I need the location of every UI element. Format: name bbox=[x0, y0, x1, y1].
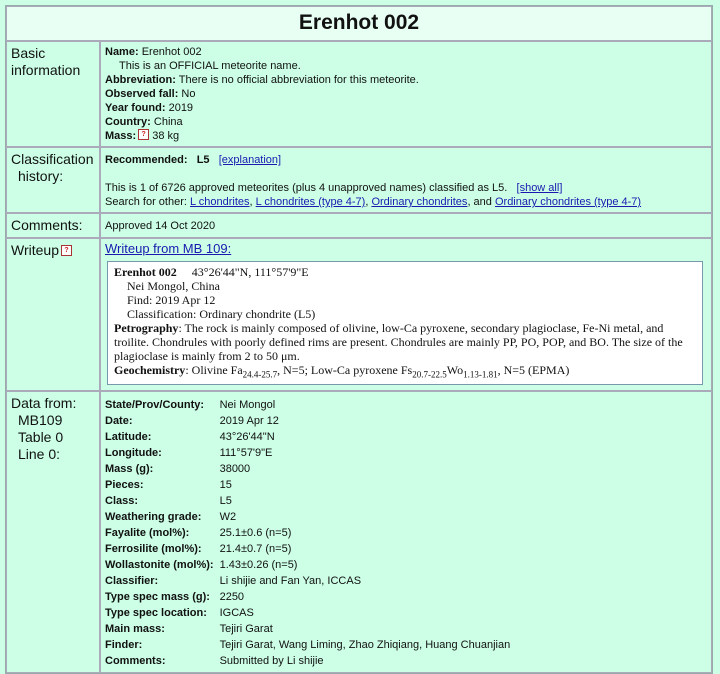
writeup-source-link[interactable]: Writeup from MB 109: bbox=[105, 241, 232, 256]
classification-label-line2: history: bbox=[18, 168, 64, 184]
ferrosilite-subscript: 20.7-22.5 bbox=[412, 369, 447, 380]
writeup-petrography bbox=[114, 321, 696, 363]
data-field-value: L5 bbox=[219, 495, 232, 508]
data-field-value: W2 bbox=[219, 511, 237, 524]
data-from-label-line1: Data from: bbox=[11, 395, 77, 412]
data-field-key: Finder: bbox=[105, 639, 143, 652]
wollastonite-subscript: 1.13-1.81 bbox=[463, 369, 498, 380]
data-field-key: Class: bbox=[105, 495, 139, 508]
writeup-location: Nei Mongol, China bbox=[127, 279, 220, 293]
data-field-value: Tejiri Garat, Wang Liming, Zhao Zhiqiang, Huang Chuanjian bbox=[219, 639, 511, 652]
data-field-value: Nei Mongol bbox=[219, 399, 276, 412]
basic-information-value bbox=[100, 41, 712, 147]
data-field-value: 21.4±0.7 (n=5) bbox=[219, 543, 292, 556]
data-field-value: 2250 bbox=[219, 591, 245, 604]
data-table-row bbox=[105, 573, 513, 589]
abbreviation-value: There is no official abbreviation for this meteorite. bbox=[178, 74, 419, 86]
petrography-text: : The rock is mainly composed of olivine, low-Ca pyroxene, secondary plagioclase, Fe-Ni metal, and troilite. Chondrules with poorly defined rims are present. Chondrules are mainly PP, PO, POP, and BO. The size of the plagioclase is mainly from 2 to 50 μm. bbox=[114, 321, 683, 363]
data-table-row bbox=[105, 637, 513, 653]
l-chondrites-type-4-7-link[interactable]: L chondrites (type 4-7) bbox=[255, 196, 366, 208]
official-note: This is an OFFICIAL meteorite name. bbox=[119, 60, 301, 72]
link-separator: , and bbox=[467, 196, 492, 208]
show-all-link[interactable]: [show all] bbox=[516, 182, 563, 194]
data-field-value: 38000 bbox=[219, 463, 251, 476]
data-field-value: Submitted by Li shijie bbox=[219, 655, 324, 668]
basic-label-line1: Basic bbox=[11, 45, 46, 61]
geochemistry-text: : Olivine Fa bbox=[185, 363, 243, 377]
data-from-value bbox=[100, 391, 712, 673]
writeup-row bbox=[6, 238, 712, 391]
data-table-row bbox=[105, 429, 513, 445]
geochemistry-text: , N=5 (EPMA) bbox=[497, 363, 570, 377]
data-field-key: Ferrosilite (mol%): bbox=[105, 543, 202, 556]
data-field-key: Type spec location: bbox=[105, 607, 207, 620]
geochemistry-text: , N=5; Low-Ca pyroxene Fs bbox=[277, 363, 413, 377]
data-table-row bbox=[105, 445, 513, 461]
ordinary-chondrites-link[interactable]: Ordinary chondrites bbox=[371, 196, 468, 208]
basic-information-row bbox=[6, 41, 712, 147]
data-table-row bbox=[105, 493, 513, 509]
data-field-key: Main mass: bbox=[105, 623, 165, 636]
data-field-key: Date: bbox=[105, 415, 133, 428]
data-table-row bbox=[105, 477, 513, 493]
classification-count-text: This is 1 of 6726 approved meteorites (plus 4 unapproved names) classified as L5. bbox=[105, 182, 508, 194]
data-field-value: 111°57'9"E bbox=[219, 447, 273, 460]
data-field-key: Type spec mass (g): bbox=[105, 591, 210, 604]
year-found-value: 2019 bbox=[168, 102, 194, 114]
data-field-value: 1.43±0.26 (n=5) bbox=[219, 559, 298, 572]
comments-value: Approved 14 Oct 2020 bbox=[100, 213, 712, 238]
writeup-classification: Classification: Ordinary chondrite (L5) bbox=[127, 307, 316, 321]
data-from-table: Table 0 bbox=[18, 429, 64, 446]
data-field-key: Wollastonite (mol%): bbox=[105, 559, 214, 572]
data-field-key: Fayalite (mol%): bbox=[105, 527, 190, 540]
petrography-label: Petrography bbox=[114, 321, 179, 335]
data-field-value: 43°26'44"N bbox=[219, 431, 275, 444]
page-title: Erenhot 002 bbox=[6, 6, 712, 41]
meteorite-record-table bbox=[5, 5, 713, 674]
data-from-source: MB109 bbox=[18, 412, 63, 429]
observed-fall-key: Observed fall: bbox=[105, 88, 179, 100]
writeup-coordinates: 43°26'44"N, 111°57'9"E bbox=[191, 265, 309, 279]
geochemistry-label: Geochemistry bbox=[114, 363, 186, 377]
link-separator: , bbox=[249, 196, 253, 208]
data-field-key: Mass (g): bbox=[105, 463, 154, 476]
basic-information-label bbox=[6, 41, 100, 147]
comments-label: Comments: bbox=[6, 213, 100, 238]
data-field-key: Latitude: bbox=[105, 431, 152, 444]
data-field-value: 2019 Apr 12 bbox=[219, 415, 279, 428]
name-value: Erenhot 002 bbox=[141, 46, 202, 58]
year-found-key: Year found: bbox=[105, 102, 166, 114]
abbreviation-key: Abbreviation: bbox=[105, 74, 176, 86]
geochemistry-text: Wo bbox=[446, 363, 464, 377]
search-prefix: Search for other: bbox=[105, 196, 187, 208]
country-value: China bbox=[153, 116, 183, 128]
explanation-link[interactable]: [explanation] bbox=[218, 154, 282, 166]
data-field-key: Weathering grade: bbox=[105, 511, 202, 524]
mass-help-icon[interactable]: ? bbox=[138, 129, 149, 140]
writeup-value bbox=[100, 238, 712, 391]
data-table-row bbox=[105, 461, 513, 477]
mass-key: Mass: bbox=[105, 130, 137, 142]
data-field-key: Comments: bbox=[105, 655, 166, 668]
data-table-row bbox=[105, 605, 513, 621]
basic-label-line2: information bbox=[11, 62, 81, 78]
writeup-meteorite-name: Erenhot 002 bbox=[114, 265, 177, 279]
ordinary-chondrites-type-4-7-link[interactable]: Ordinary chondrites (type 4-7) bbox=[494, 196, 642, 208]
data-field-key: Longitude: bbox=[105, 447, 162, 460]
data-table-row bbox=[105, 413, 513, 429]
data-field-value: 25.1±0.6 (n=5) bbox=[219, 527, 292, 540]
link-separator: , bbox=[365, 196, 369, 208]
data-table-row bbox=[105, 509, 513, 525]
country-key: Country: bbox=[105, 116, 151, 128]
data-field-key: Classifier: bbox=[105, 575, 159, 588]
writeup-box bbox=[107, 261, 703, 385]
recommended-key: Recommended: bbox=[105, 154, 188, 166]
data-from-line: Line 0: bbox=[18, 446, 61, 463]
data-from-row bbox=[6, 391, 712, 673]
writeup-find-date: Find: 2019 Apr 12 bbox=[127, 293, 216, 307]
writeup-label-cell bbox=[6, 238, 100, 391]
data-field-key: State/Prov/County: bbox=[105, 399, 205, 412]
fayalite-subscript: 24.4-25.7 bbox=[242, 369, 278, 380]
mass-value: 38 kg bbox=[152, 130, 180, 142]
classification-label-line1: Classification bbox=[11, 151, 94, 167]
classification-history-label bbox=[6, 147, 100, 213]
data-table-row bbox=[105, 589, 513, 605]
observed-fall-value: No bbox=[181, 88, 196, 100]
data-field-value: IGCAS bbox=[219, 607, 254, 620]
data-field-value: 15 bbox=[219, 479, 232, 492]
data-table-row bbox=[105, 541, 513, 557]
data-table-row bbox=[105, 557, 513, 573]
l-chondrites-link[interactable]: L chondrites bbox=[190, 196, 250, 208]
data-field-key: Pieces: bbox=[105, 479, 144, 492]
writeup-label: Writeup bbox=[11, 242, 59, 258]
data-table-row bbox=[105, 653, 513, 669]
data-table bbox=[105, 397, 513, 669]
data-field-value: Tejiri Garat bbox=[219, 623, 273, 636]
classification-history-value bbox=[100, 147, 712, 213]
data-table-row bbox=[105, 397, 513, 413]
data-table-row bbox=[105, 621, 513, 637]
comments-row bbox=[6, 213, 712, 238]
data-field-value: Li shijie and Fan Yan, ICCAS bbox=[219, 575, 362, 588]
data-from-label bbox=[6, 391, 100, 673]
data-table-row bbox=[105, 525, 513, 541]
name-key: Name: bbox=[105, 46, 139, 58]
writeup-help-icon[interactable]: ? bbox=[61, 245, 72, 256]
classification-history-row bbox=[6, 147, 712, 213]
writeup-geochemistry bbox=[114, 363, 696, 381]
recommended-value: L5 bbox=[196, 154, 210, 166]
